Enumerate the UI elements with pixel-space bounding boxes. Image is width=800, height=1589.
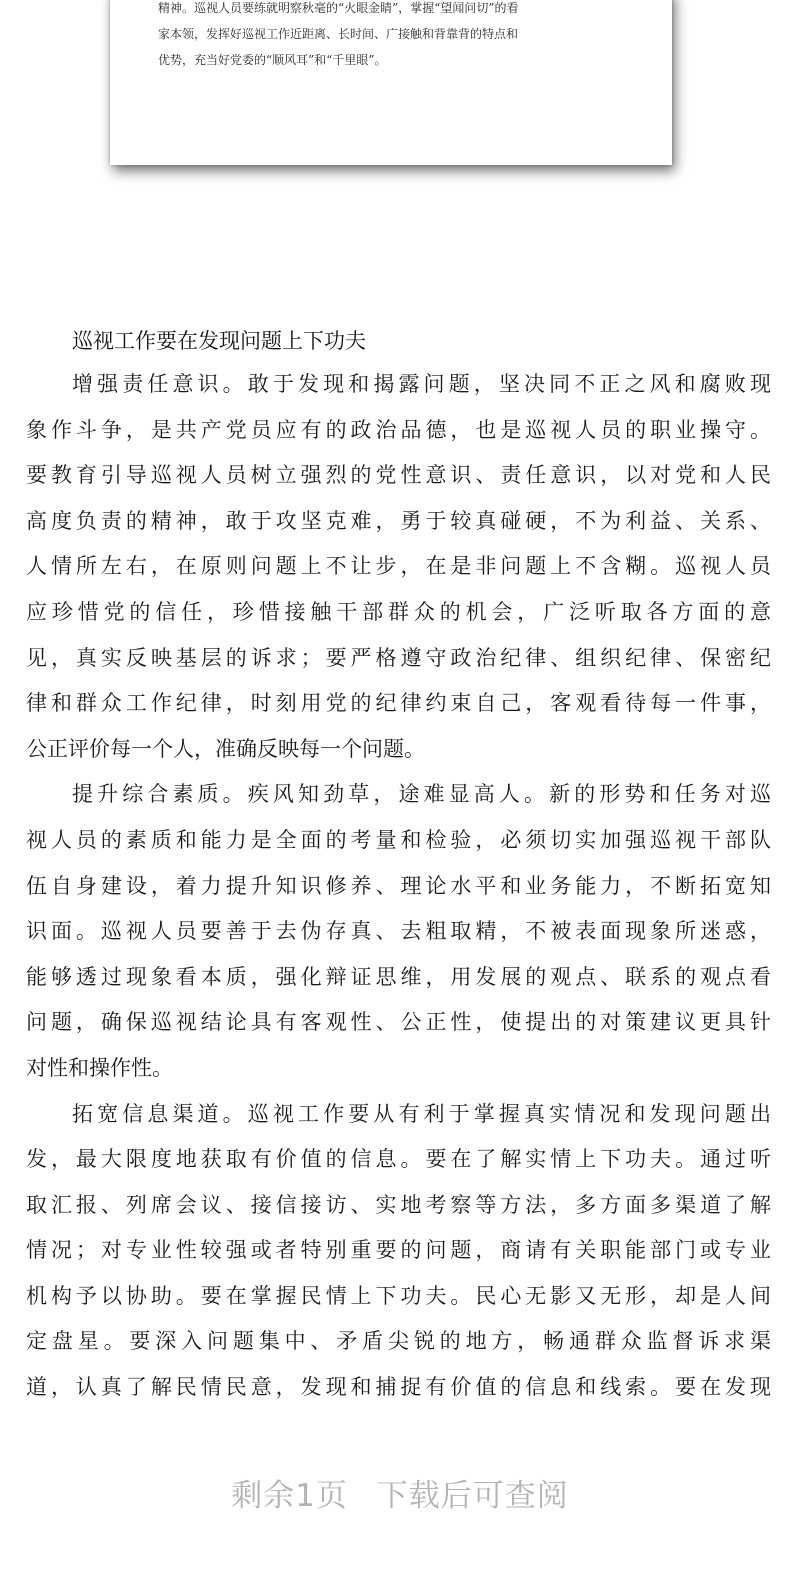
body-line: 要教育引导巡视人员树立强烈的党性意识、责任意识，以对党和人民: [26, 463, 771, 488]
body-line: 机构予以协助。要在掌握民情上下功夫。民心无影又无形，却是人间: [26, 1283, 771, 1308]
body-line: 人情所左右，在原则问题上不让步，在是非问题上不含糊。巡视人员: [26, 554, 771, 579]
body-line: 拓宽信息渠道。巡视工作要从有利于掌握真实情况和发现问题出: [72, 1101, 771, 1126]
body-line: 高度负责的精神，敢于攻坚克难，勇于较真碰硬，不为利益、关系、: [26, 508, 771, 533]
preview-card-line: 家本领，发挥好巡视工作近距离、长时间、广接触和背靠背的特点和: [158, 27, 519, 41]
section-heading: 巡视工作要在发现问题上下功夫: [72, 329, 366, 353]
body-line: 识面。巡视人员要善于去伪存真、去粗取精，不被表面现象所迷惑，: [26, 919, 771, 944]
body-line: 视人员的素质和能力是全面的考量和检验，必须切实加强巡视干部队: [26, 827, 771, 852]
body-line: 增强责任意识。敢于发现和揭露问题，坚决同不正之风和腐败现: [72, 372, 771, 396]
preview-card-line: 优势，充当好党委的“顺风耳”和“千里眼”。: [158, 53, 387, 67]
body-line: 道，认真了解民情民意，发现和捕捉有价值的信息和线索。要在发现: [26, 1375, 771, 1400]
body-line: 取汇报、列席会议、接信接访、实地考察等方法，多方面多渠道了解: [26, 1192, 771, 1217]
body-line: 发，最大限度地获取有价值的信息。要在了解实情上下功夫。通过听: [26, 1147, 771, 1172]
body-line: 能够透过现象看本质，强化辩证思维，用发展的观点、联系的观点看: [26, 964, 771, 989]
body-line: 象作斗争，是共产党员应有的政治品德，也是巡视人员的职业操守。: [26, 417, 771, 442]
body-line: 提升综合素质。疾风知劲草，途难显高人。新的形势和任务对巡: [72, 782, 771, 807]
body-line: 问题，确保巡视结论具有客观性、公正性，使提出的对策建议更具针: [26, 1010, 771, 1035]
preview-card-line: 精神。巡视人员要练就明察秋毫的“火眼金睛”，掌握“望闻问切”的看: [158, 1, 519, 15]
body-line: 对性和操作性。: [26, 1055, 173, 1080]
remaining-pages-download-prompt[interactable]: 剩余1页 下载后可查阅: [231, 1478, 569, 1514]
preview-card-text: [158, 0, 648, 73]
body-line: 应珍惜党的信任，珍惜接触干部群众的机会，广泛听取各方面的意: [26, 599, 771, 624]
body-line: 情况；对专业性较强或者特别重要的问题，商请有关职能部门或专业: [26, 1238, 771, 1263]
body-line: 律和群众工作纪律，时刻用党的纪律约束自己，客观看待每一件事，: [26, 691, 771, 716]
document-preview-card: [110, 0, 672, 165]
section-body: [26, 362, 771, 1411]
body-line: 伍自身建设，着力提升知识修养、理论水平和业务能力，不断拓宽知: [26, 873, 771, 898]
body-line: 见，真实反映基层的诉求；要严格遵守政治纪律、组织纪律、保密纪: [26, 645, 771, 670]
body-line: 定盘星。要深入问题集中、矛盾尖锐的地方，畅通群众监督诉求渠: [26, 1329, 771, 1354]
body-line: 公正评价每一个人，准确反映每一个问题。: [26, 736, 425, 761]
